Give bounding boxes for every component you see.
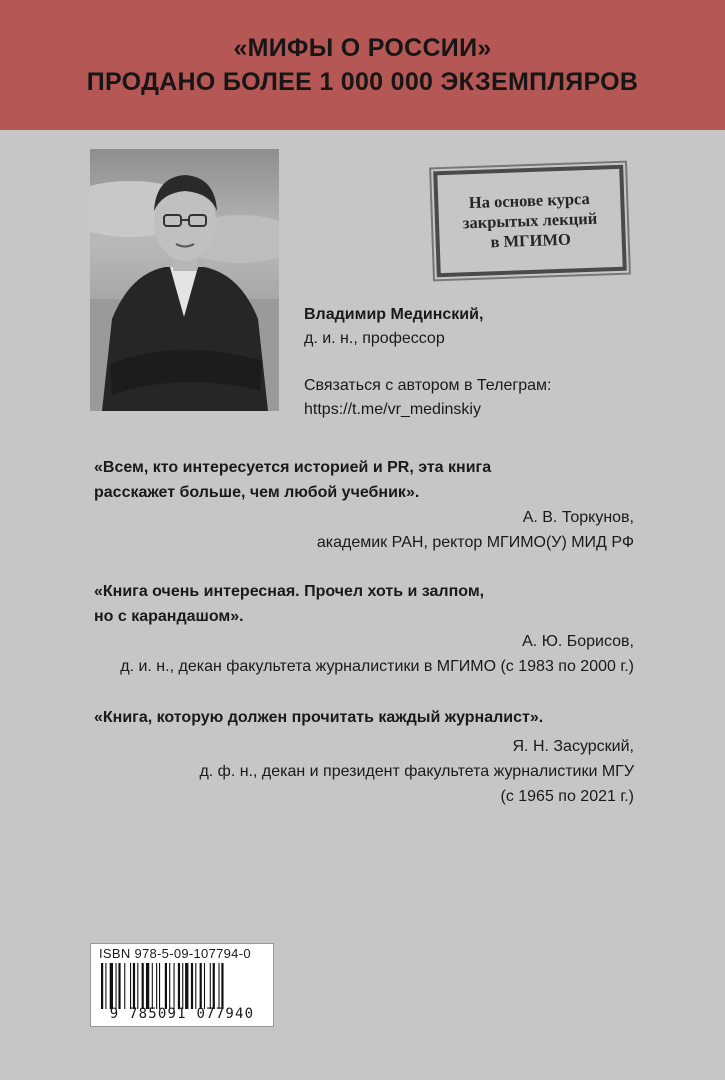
telegram-link[interactable]: https://t.me/vr_medinskiy [304,401,481,418]
quote-3-author: Я. Н. Засурский, [512,738,634,755]
stamp-line-2: закрытых лекций [462,208,598,233]
quote-2-line-1: «Книга очень интересная. Прочел хоть и залпом, [94,583,485,600]
quote-3-line-1: «Книга, которую должен прочитать каждый журналист». [94,709,544,726]
review-quote-2 [94,579,634,679]
stamp-line-1: На основе курса [468,188,591,213]
author-contact [304,374,551,422]
quote-2-line-2: но с карандашом». [94,608,244,625]
quote-1-line-1: «Всем, кто интересуется историей и PR, эта книга [94,459,492,476]
isbn-barcode [90,943,274,1027]
title-banner [0,0,725,130]
quote-1-role: академик РАН, ректор МГИМО(У) МИД РФ [316,534,634,551]
quote-2-author: А. Ю. Борисов, [522,633,634,650]
stamp-line-3: в МГИМО [490,229,572,252]
banner-subtitle: ПРОДАНО БОЛЕЕ 1 000 000 ЭКЗЕМПЛЯРОВ [86,68,639,96]
contact-label: Связаться с автором в Телеграм: [304,377,552,394]
author-name: Владимир Мединский, [304,306,484,323]
quote-2-role: д. и. н., декан факультета журналистики в МГИМО (с 1983 по 2000 г.) [120,658,634,675]
author-degree: д. и. н., профессор [304,330,445,347]
author-info [304,303,483,351]
quote-1-line-2: расскажет больше, чем любой учебник». [94,484,420,501]
review-quote-1 [94,455,634,555]
banner-title: «МИФЫ О РОССИИ» [233,34,492,62]
quote-3-role: д. ф. н., декан и президент факультета журналистики МГУ [199,763,634,780]
isbn-number: ISBN 978-5-09-107794-0 [99,946,251,961]
quote-3-years: (с 1965 по 2021 г.) [500,788,634,805]
barcode-digits: 9 785091 077940 [109,1006,255,1022]
author-photo [90,149,279,411]
mgimo-stamp [433,165,627,278]
barcode-bars [101,963,263,1009]
quote-1-author: А. В. Торкунов, [522,509,634,526]
review-quote-3 [94,705,634,809]
